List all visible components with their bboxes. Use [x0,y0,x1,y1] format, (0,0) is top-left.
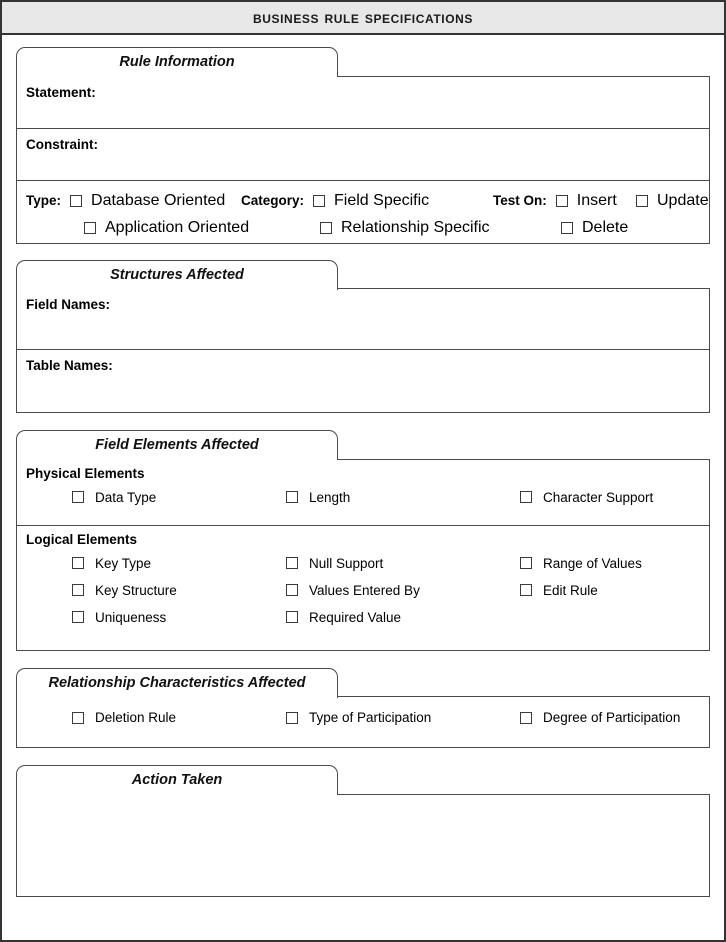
row-field-names [17,289,709,350]
group-physical-elements [17,460,709,526]
label-statement: Statement: [26,84,96,100]
section-field-elements-affected [16,430,710,651]
label-insert: Insert [576,191,617,209]
cell-key-structure [72,583,177,598]
label-database-oriented: Database Oriented [91,191,226,209]
label-category-wrap [241,192,429,210]
type-option-2-wrap [84,219,249,237]
cell-degree-of-participation [520,710,680,725]
section-rule-information [16,47,710,244]
checkbox-field-specific[interactable] [313,195,325,207]
tab-action-taken [16,765,338,795]
heading-logical-elements: Logical Elements [26,531,138,547]
checkbox-range-of-values[interactable] [520,557,532,569]
checkbox-null-support[interactable] [286,557,298,569]
test-on-delete-wrap [561,219,628,237]
cell-character-support [520,490,653,505]
cell-type-of-participation [286,710,431,725]
cell-values-entered-by [286,583,420,598]
checkbox-degree-of-participation[interactable] [520,712,532,724]
checkbox-update[interactable] [636,195,648,207]
label-required-value: Required Value [309,609,402,625]
label-field-specific: Field Specific [334,191,430,209]
cell-key-type [72,556,151,571]
checkbox-length[interactable] [286,491,298,503]
label-key-type: Key Type [95,555,152,571]
section-relationship-characteristics-affected [16,668,710,749]
label-constraint: Constraint: [26,136,98,152]
label-test-on: Test On: [493,193,547,208]
cell-null-support [286,556,383,571]
body-relationship-characteristics-affected [16,696,710,748]
grid-relationship-characteristics [17,697,709,747]
label-range-of-values: Range of Values [543,555,642,571]
checkbox-key-structure[interactable] [72,584,84,596]
tab-label-structures-affected: Structures Affected [110,266,244,283]
cell-length [286,490,350,505]
checkbox-uniqueness[interactable] [72,611,84,623]
label-table-names: Table Names: [26,358,113,373]
tab-label-rule-information: Rule Information [119,54,235,70]
checkbox-values-entered-by[interactable] [286,584,298,596]
checkbox-key-type[interactable] [72,557,84,569]
checkbox-required-value[interactable] [286,611,298,623]
label-uniqueness: Uniqueness [95,609,167,625]
heading-physical-elements: Physical Elements [26,465,145,481]
checkbox-relationship-specific[interactable] [320,222,332,234]
label-delete: Delete [582,218,629,236]
cell-range-of-values [520,556,642,571]
row-table-names [17,350,709,412]
grid-logical-elements [17,547,709,650]
body-field-elements-affected [16,459,710,651]
label-type: Type: [26,193,62,208]
tab-label-relationship-characteristics-affected: Relationship Characteristics Affected [48,674,306,691]
row-statement [17,77,709,129]
label-deletion-rule: Deletion Rule [95,710,177,725]
checkbox-data-type[interactable] [72,491,84,503]
label-length: Length [309,489,351,505]
tab-relationship-characteristics-affected [16,668,338,698]
label-application-oriented: Application Oriented [105,218,250,236]
label-type-wrap [26,192,225,210]
label-field-names: Field Names: [26,297,111,312]
cell-deletion-rule [72,710,176,725]
checkbox-insert[interactable] [556,195,568,207]
body-action-taken[interactable] [16,794,710,897]
body-structures-affected [16,288,710,413]
label-values-entered-by: Values Entered By [309,582,420,598]
body-rule-information [16,76,710,244]
label-type-of-participation: Type of Participation [309,710,432,725]
tab-label-action-taken: Action Taken [131,772,223,788]
group-logical-elements [17,526,709,650]
category-option-2-wrap [320,219,490,237]
label-character-support: Character Support [543,489,654,505]
tab-label-field-elements-affected: Field Elements Affected [95,437,259,453]
cell-data-type [72,490,156,505]
row-constraint [17,129,709,181]
checkbox-deletion-rule[interactable] [72,712,84,724]
label-null-support: Null Support [309,555,384,571]
label-category: Category: [241,193,305,208]
label-test-on-wrap [493,192,617,210]
test-on-update-wrap [636,192,709,210]
checkbox-type-of-participation[interactable] [286,712,298,724]
tab-structures-affected [16,260,338,290]
checkbox-character-support[interactable] [520,491,532,503]
checkbox-database-oriented[interactable] [70,195,82,207]
tab-field-elements-affected [16,430,338,460]
label-key-structure: Key Structure [95,582,177,598]
cell-uniqueness [72,610,166,625]
label-edit-rule: Edit Rule [543,582,598,598]
label-update: Update [657,191,709,209]
section-structures-affected [16,260,710,414]
row-type-category-teston [17,181,709,243]
label-data-type: Data Type [95,489,157,505]
form-header [2,2,724,35]
grid-physical-elements [17,481,709,525]
label-relationship-specific: Relationship Specific [341,218,490,236]
cell-required-value [286,610,401,625]
cell-edit-rule [520,583,598,598]
page-title: business rule specifications [252,7,474,27]
tab-rule-information [16,47,338,77]
checkbox-edit-rule[interactable] [520,584,532,596]
checkbox-delete[interactable] [561,222,573,234]
checkbox-application-oriented[interactable] [84,222,96,234]
label-degree-of-participation: Degree of Participation [543,710,681,725]
section-action-taken [16,765,710,897]
